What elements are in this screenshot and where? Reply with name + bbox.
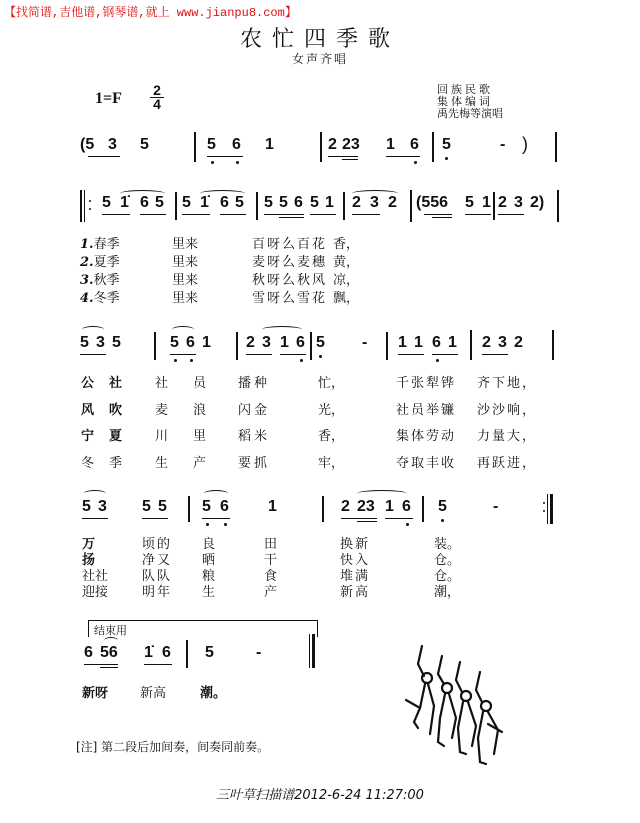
low-octave-dot [190, 359, 193, 362]
underline [498, 214, 524, 215]
lyric-row: 1.春季 [80, 237, 120, 252]
main-staff-line-3 [80, 494, 560, 528]
underline [264, 214, 304, 215]
repeat-dot [543, 502, 545, 504]
underline [170, 354, 196, 355]
underline [280, 354, 306, 355]
note: 6 [296, 334, 305, 351]
underline [140, 214, 166, 215]
time-signature [150, 84, 164, 111]
note: 23 [357, 498, 375, 515]
note: 2) [530, 194, 545, 211]
barline [236, 332, 238, 360]
note: 5 [316, 334, 325, 351]
note: 5 [205, 644, 214, 661]
lyric-row: 3.秋季 [80, 273, 120, 288]
time-sig-top: 2 [153, 82, 161, 98]
note: 1 [325, 194, 334, 211]
underline [182, 214, 210, 215]
barline [410, 190, 412, 222]
lyric: 雪呀么雪花 [252, 291, 328, 306]
underline [80, 354, 106, 355]
underline [352, 214, 380, 215]
note: (5 [80, 136, 95, 153]
underline [100, 667, 118, 668]
underline [142, 518, 168, 519]
note: 5 [202, 498, 211, 515]
barline [552, 330, 554, 360]
repeat-dot [89, 208, 91, 210]
note: 5 [82, 498, 91, 515]
note: 5 [142, 498, 151, 515]
footnote: [注] 第二段后加间奏，间奏同前奏。 [76, 740, 270, 754]
credit-origin: 回族民歌 [437, 83, 493, 96]
lyric: 飘， [333, 291, 360, 306]
note: 3 [98, 498, 107, 515]
note: 56 [100, 644, 118, 661]
note: 6 [220, 194, 229, 211]
note: 5 [80, 334, 89, 351]
note: 3 [498, 334, 507, 351]
note: 5 [310, 194, 319, 211]
note: 1̇ [120, 194, 129, 211]
note: 1 [265, 136, 274, 153]
note: 2 [514, 334, 523, 351]
lyric: 黄， [333, 255, 360, 270]
final-barline [312, 634, 315, 668]
slur [120, 190, 165, 197]
note: 2 [341, 498, 350, 515]
barline [555, 132, 557, 162]
underline [310, 214, 336, 215]
barline [557, 190, 559, 222]
note: 5 [112, 334, 121, 351]
note: 5 [235, 194, 244, 211]
note: 3 [514, 194, 523, 211]
lyric: 麦呀么麦穗 [252, 255, 328, 270]
low-octave-dot [414, 161, 417, 164]
rest-dash: - [362, 334, 368, 351]
slur [352, 190, 398, 197]
time-sig-bottom: 4 [150, 97, 164, 111]
note: 5 [207, 136, 216, 153]
barline [310, 332, 312, 360]
note: 5 [442, 136, 451, 153]
note: 5 [170, 334, 179, 351]
lyric: 香， [333, 237, 360, 252]
slur [204, 490, 228, 497]
lyric: 里来 [172, 291, 199, 306]
note: 2 [246, 334, 255, 351]
lyric: 秋呀么秋风 [252, 273, 328, 288]
lyric: 百呀么百花 [252, 237, 328, 252]
barline [154, 332, 156, 360]
underline [279, 217, 304, 218]
note: 1 [386, 136, 395, 153]
low-octave-dot [300, 359, 303, 362]
rest-dash: - [256, 644, 262, 661]
repeat-barline-thin [84, 190, 85, 222]
underline [328, 156, 358, 157]
lyric: 里来 [172, 237, 199, 252]
note: 5 [264, 194, 273, 211]
dancing-women-illustration [400, 638, 520, 768]
barline [256, 192, 258, 220]
note: 2 [328, 136, 337, 153]
note: 5 [158, 498, 167, 515]
lyric: 里来 [172, 255, 199, 270]
credit-performer: 禹先梅等演唱 [437, 107, 503, 120]
underline [341, 518, 377, 519]
note: 6 [220, 498, 229, 515]
low-octave-dot [441, 519, 444, 522]
rest-dash: - [500, 136, 506, 153]
note: 1 [280, 334, 289, 351]
barline [432, 132, 434, 162]
main-staff-line-2 [80, 330, 560, 364]
intro-staff [80, 132, 560, 166]
lyric: 里来 [172, 273, 199, 288]
lyric-row: 2.夏季 [80, 255, 120, 270]
underline [465, 214, 491, 215]
note: 6 [294, 194, 303, 211]
note: 1 [448, 334, 457, 351]
underline [357, 521, 377, 522]
note: 6 [84, 644, 93, 661]
low-octave-dot [406, 523, 409, 526]
note: 2 [482, 334, 491, 351]
rest-dash: - [493, 498, 499, 515]
note: 2 [352, 194, 361, 211]
note: 6 [140, 194, 149, 211]
underline [432, 217, 452, 218]
note: 5 [438, 498, 447, 515]
main-staff-line-1 [80, 190, 560, 224]
barline [322, 496, 324, 522]
low-octave-dot [206, 523, 209, 526]
note: 5 [182, 194, 191, 211]
note: 6 [402, 498, 411, 515]
low-octave-dot [224, 523, 227, 526]
underline [84, 664, 118, 665]
note: 5 [140, 136, 149, 153]
scan-footer: 三叶草扫描谱2012-6-24 11:27:00 [216, 788, 424, 803]
note: (556 [416, 194, 449, 211]
low-octave-dot [445, 157, 448, 160]
note: 3 [262, 334, 271, 351]
ending-bracket [88, 620, 318, 637]
dancers-icon [400, 638, 520, 768]
note: 6 [232, 136, 241, 153]
low-octave-dot [236, 161, 239, 164]
note: 2 [498, 194, 507, 211]
low-octave-dot [319, 355, 322, 358]
repeat-barline [550, 494, 553, 524]
underline [482, 354, 508, 355]
underline [424, 214, 452, 215]
slur [172, 326, 194, 333]
underline [102, 214, 130, 215]
note: 5 [279, 194, 288, 211]
underline [144, 664, 172, 665]
final-barline-thin [309, 634, 310, 668]
note: 6 [410, 136, 419, 153]
note: 6 [186, 334, 195, 351]
note: 3 [370, 194, 379, 211]
repeat-dot [543, 510, 545, 512]
note: 5 [465, 194, 474, 211]
underline [202, 518, 230, 519]
barline [186, 640, 188, 668]
watermark-banner[interactable]: 【找简谱,吉他谱,钢琴谱,就上 www.jianpu8.com】 [4, 6, 297, 20]
slur [357, 490, 407, 497]
note: 5 [155, 194, 164, 211]
slur [200, 190, 245, 197]
note: 2 [388, 194, 397, 211]
key-signature: 1=F [95, 90, 122, 107]
barline [175, 192, 177, 220]
lyric: 凉， [333, 273, 360, 288]
low-octave-dot [211, 161, 214, 164]
barline [386, 332, 388, 360]
slur [104, 637, 118, 644]
note: 6 [432, 334, 441, 351]
underline [385, 518, 413, 519]
underline [207, 156, 243, 157]
note: 5 [102, 194, 111, 211]
note: 23 [342, 136, 360, 153]
barline [493, 192, 495, 220]
repeat-dot [89, 200, 91, 202]
underline [342, 159, 358, 160]
slur [82, 326, 104, 333]
barline [343, 192, 345, 220]
credit-lyricist: 集体编词 [437, 95, 493, 108]
note: 3 [96, 334, 105, 351]
low-octave-dot [174, 359, 177, 362]
barline [470, 330, 472, 360]
note: 1̇ [200, 194, 209, 211]
low-octave-dot [436, 359, 439, 362]
song-title: 农忙四季歌 [239, 27, 400, 52]
underline [82, 518, 108, 519]
barline [188, 496, 190, 522]
lyric-row: 4.冬季 [80, 291, 120, 306]
underline [220, 214, 246, 215]
repeat-barline [80, 190, 82, 222]
note: 6 [162, 644, 171, 661]
underline [432, 354, 458, 355]
close-paren: ) [522, 134, 528, 154]
note: 1 [268, 498, 277, 515]
note: 1 [482, 194, 491, 211]
note: 1 [202, 334, 211, 351]
song-subtitle: 女声齐唱 [291, 52, 348, 66]
underline [246, 354, 272, 355]
ending-label: 结束用 [94, 624, 127, 637]
barline [422, 496, 424, 522]
underline [398, 354, 424, 355]
note: 1 [414, 334, 423, 351]
barline [194, 132, 196, 162]
note: 1̇ [144, 644, 153, 661]
underline [88, 156, 120, 157]
note: 1 [385, 498, 394, 515]
slur [262, 326, 302, 333]
slur [84, 490, 106, 497]
note: 3 [108, 136, 117, 153]
credits [437, 84, 503, 120]
barline [320, 132, 322, 162]
repeat-barline-thin [547, 494, 548, 524]
note: 1 [398, 334, 407, 351]
underline [386, 156, 420, 157]
